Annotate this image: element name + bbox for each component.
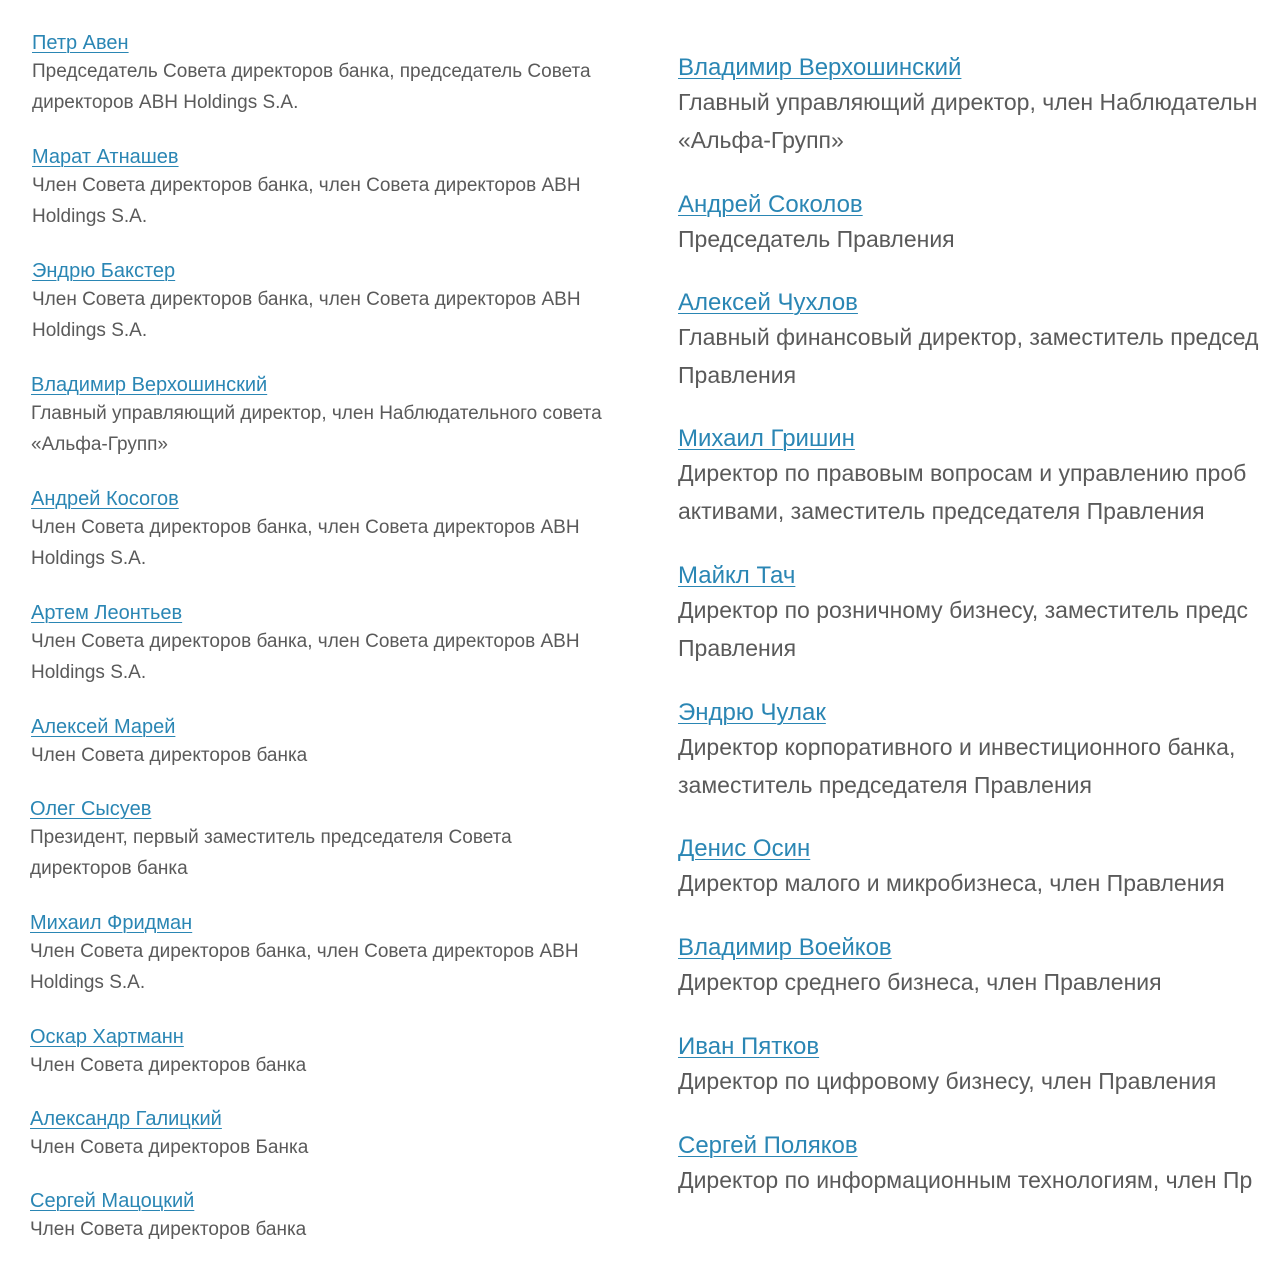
list-item bbox=[32, 258, 632, 346]
list-item bbox=[678, 53, 1257, 159]
list-item bbox=[678, 834, 1225, 902]
person-link[interactable]: Эндрю Чулак bbox=[678, 699, 826, 726]
person-link[interactable]: Александр Галицкий bbox=[30, 1108, 222, 1130]
person-role: Председатель Совета директоров банка, председатель Совета директоров АВН Holdings S.A. bbox=[32, 61, 591, 113]
person-role: Член Совета директоров банка, член Совета директоров АВН Holdings S.A. bbox=[31, 631, 580, 683]
person-link[interactable]: Сергей Поляков bbox=[678, 1132, 858, 1159]
list-item bbox=[678, 933, 1162, 1001]
list-item bbox=[678, 561, 1248, 667]
person-role-line: Директор малого и микробизнеса, член Правления bbox=[678, 870, 1225, 896]
person-role-line: Директор по информационным технологиям, член Пр bbox=[678, 1167, 1253, 1193]
person-link[interactable]: Петр Авен bbox=[32, 32, 129, 54]
person-role-line: «Альфа-Групп» bbox=[678, 127, 844, 153]
person-link[interactable]: Владимир Верхошинский bbox=[31, 374, 268, 396]
person-link[interactable]: Марат Атнашев bbox=[32, 146, 179, 168]
person-link[interactable]: Артем Леонтьев bbox=[31, 602, 183, 624]
person-role: Член Совета директоров банка bbox=[30, 1055, 307, 1076]
person-role: Член Совета директоров банка bbox=[31, 745, 308, 766]
list-item bbox=[30, 1188, 630, 1245]
person-role: Член Совета директоров банка bbox=[30, 1219, 307, 1240]
person-link[interactable]: Оскар Хартманн bbox=[30, 1026, 184, 1048]
person-role-line: заместитель председателя Правления bbox=[678, 772, 1092, 798]
list-item bbox=[678, 288, 1258, 394]
person-role: Член Совета директоров Банка bbox=[30, 1137, 309, 1158]
list-item bbox=[678, 424, 1246, 530]
person-link[interactable]: Владимир Воейков bbox=[678, 934, 892, 961]
list-item bbox=[30, 1024, 630, 1081]
person-link[interactable]: Андрей Косогов bbox=[31, 488, 179, 510]
person-role-line: Правления bbox=[678, 635, 797, 661]
list-item bbox=[30, 796, 550, 884]
person-role: Член Совета директоров банка, член Совета директоров АВН Holdings S.A. bbox=[30, 941, 579, 993]
person-role-line: Директор по розничному бизнесу, заместитель предс bbox=[678, 597, 1248, 623]
person-role: Главный управляющий директор, член Наблюдательного совета «Альфа-Групп» bbox=[31, 403, 602, 455]
list-item bbox=[31, 600, 631, 688]
person-role: Президент, первый заместитель председателя Совета директоров банка bbox=[30, 827, 512, 879]
list-item bbox=[31, 372, 631, 460]
person-link[interactable]: Михаил Фридман bbox=[30, 912, 193, 934]
list-item bbox=[678, 1032, 1216, 1100]
person-link[interactable]: Денис Осин bbox=[678, 835, 811, 862]
person-link[interactable]: Михаил Гришин bbox=[678, 425, 855, 452]
person-link[interactable]: Иван Пятков bbox=[678, 1033, 820, 1060]
person-link[interactable]: Эндрю Бакстер bbox=[32, 260, 176, 282]
person-role-line: Директор среднего бизнеса, член Правления bbox=[678, 969, 1162, 995]
list-item bbox=[31, 714, 631, 771]
person-role-line: Директор корпоративного и инвестиционного банка, bbox=[678, 734, 1236, 760]
list-item bbox=[678, 698, 1235, 804]
person-role-line: активами, заместитель председателя Правления bbox=[678, 498, 1205, 524]
person-role-line: Главный управляющий директор, член Наблюдательн bbox=[678, 89, 1258, 115]
person-link[interactable]: Майкл Тач bbox=[678, 562, 796, 589]
list-item bbox=[31, 486, 631, 574]
list-item bbox=[32, 30, 632, 118]
person-role-line: Председатель Правления bbox=[678, 226, 955, 252]
list-item bbox=[30, 910, 630, 998]
list-item bbox=[678, 190, 955, 258]
person-role-line: Правления bbox=[678, 362, 797, 388]
person-link[interactable]: Сергей Мацоцкий bbox=[30, 1190, 195, 1212]
list-item bbox=[32, 144, 632, 232]
list-item bbox=[678, 1131, 1252, 1199]
list-item bbox=[30, 1106, 630, 1163]
person-link[interactable]: Владимир Верхошинский bbox=[678, 54, 962, 81]
person-role: Член Совета директоров банка, член Совета директоров АВН Holdings S.A. bbox=[32, 289, 581, 341]
person-role-line: Директор по цифровому бизнесу, член Правления bbox=[678, 1068, 1217, 1094]
person-role: Член Совета директоров банка, член Совета директоров АВН Holdings S.A. bbox=[32, 175, 581, 227]
management-list bbox=[645, 0, 1280, 1280]
person-link[interactable]: Андрей Соколов bbox=[678, 191, 863, 218]
person-link[interactable]: Олег Сысуев bbox=[30, 798, 152, 820]
person-role-line: Директор по правовым вопросам и управлению проб bbox=[678, 460, 1247, 486]
person-role-line: Главный финансовый директор, заместитель председ bbox=[678, 324, 1259, 350]
person-link[interactable]: Алексей Марей bbox=[31, 716, 176, 738]
person-link[interactable]: Алексей Чухлов bbox=[678, 289, 858, 316]
person-role: Член Совета директоров банка, член Совета директоров АВН Holdings S.A. bbox=[31, 517, 580, 569]
